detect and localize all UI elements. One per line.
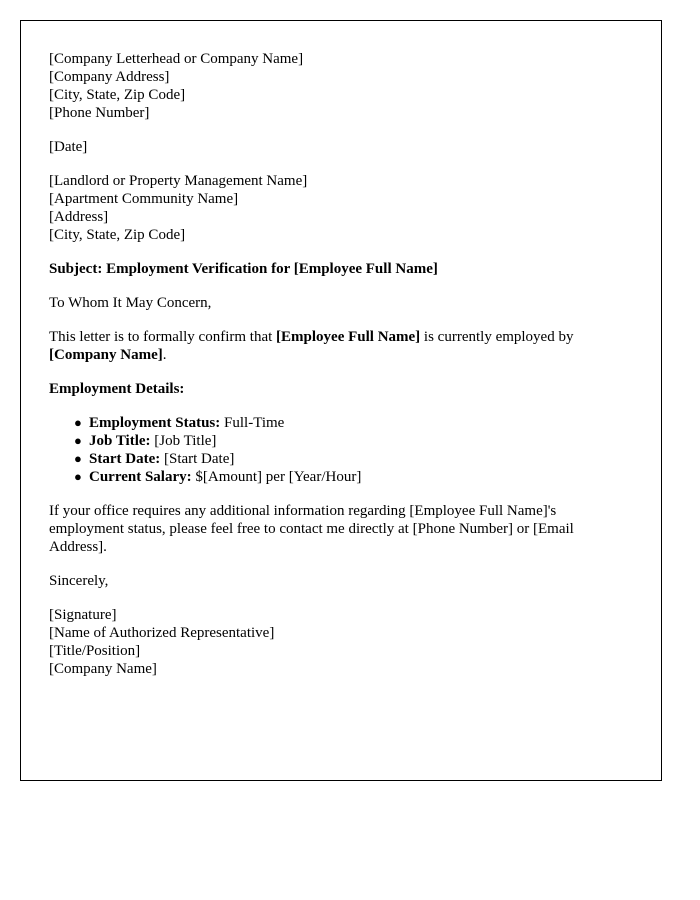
details-list: [49, 414, 633, 486]
date-block: [49, 138, 633, 156]
intro-company-name: [Company Name]: [49, 347, 163, 363]
signature-block: [49, 606, 633, 678]
letter-page: [20, 20, 662, 781]
bullet-icon: ●: [74, 415, 82, 430]
bullet-icon: ●: [74, 469, 82, 484]
detail-value: Full-Time: [220, 415, 285, 431]
intro-part1: This letter is to formally confirm that: [49, 329, 277, 345]
signatory-company: [Company Name]: [49, 661, 157, 677]
sender-address: [Company Address]: [49, 69, 170, 85]
intro-part3: .: [162, 347, 167, 363]
subject-line: [49, 260, 633, 278]
sender-phone: [Phone Number]: [49, 105, 150, 121]
detail-label: Current Salary:: [89, 469, 192, 485]
sender-city-state-zip: [City, State, Zip Code]: [49, 87, 186, 103]
detail-value: $[Amount] per [Year/Hour]: [191, 469, 362, 485]
recipient-name: [Landlord or Property Management Name]: [49, 173, 308, 189]
detail-value: [Start Date]: [160, 451, 235, 467]
list-item: [74, 468, 633, 486]
recipient-city-state-zip: [City, State, Zip Code]: [49, 227, 186, 243]
subject-text: Subject: Employment Verification for [Employee Full Name]: [49, 261, 438, 277]
intro-part2: is currently employed by: [420, 329, 574, 345]
list-item: [74, 414, 633, 432]
sender-company-name: [Company Letterhead or Company Name]: [49, 51, 304, 67]
recipient-block: [49, 172, 633, 244]
details-heading: [49, 380, 633, 398]
closing-line-2: employment status, please feel free to contact me directly at [Phone Number] or [Email: [49, 521, 574, 537]
closing-line-1: If your office requires any additional information regarding [Employee Full Name]'s: [49, 503, 557, 519]
detail-label: Start Date:: [89, 451, 161, 467]
intro-employee-name: [Employee Full Name]: [276, 329, 421, 345]
sign-off: Sincerely,: [49, 573, 109, 589]
bullet-icon: ●: [74, 433, 82, 448]
detail-label: Employment Status:: [89, 415, 221, 431]
list-item: [74, 432, 633, 450]
recipient-community: [Apartment Community Name]: [49, 191, 239, 207]
salutation: To Whom It May Concern,: [49, 295, 212, 311]
closing-line-3: Address].: [49, 539, 107, 555]
bullet-icon: ●: [74, 451, 82, 466]
detail-label: Job Title:: [89, 433, 151, 449]
intro-paragraph: [49, 328, 633, 364]
sender-block: [49, 50, 633, 122]
recipient-address: [Address]: [49, 209, 109, 225]
signature-placeholder: [Signature]: [49, 607, 117, 623]
signatory-name: [Name of Authorized Representative]: [49, 625, 275, 641]
list-item: [74, 450, 633, 468]
detail-value: [Job Title]: [150, 433, 217, 449]
closing-paragraph: [49, 502, 633, 556]
signatory-title: [Title/Position]: [49, 643, 141, 659]
details-heading-text: Employment Details:: [49, 381, 185, 397]
letter-date: [Date]: [49, 139, 88, 155]
